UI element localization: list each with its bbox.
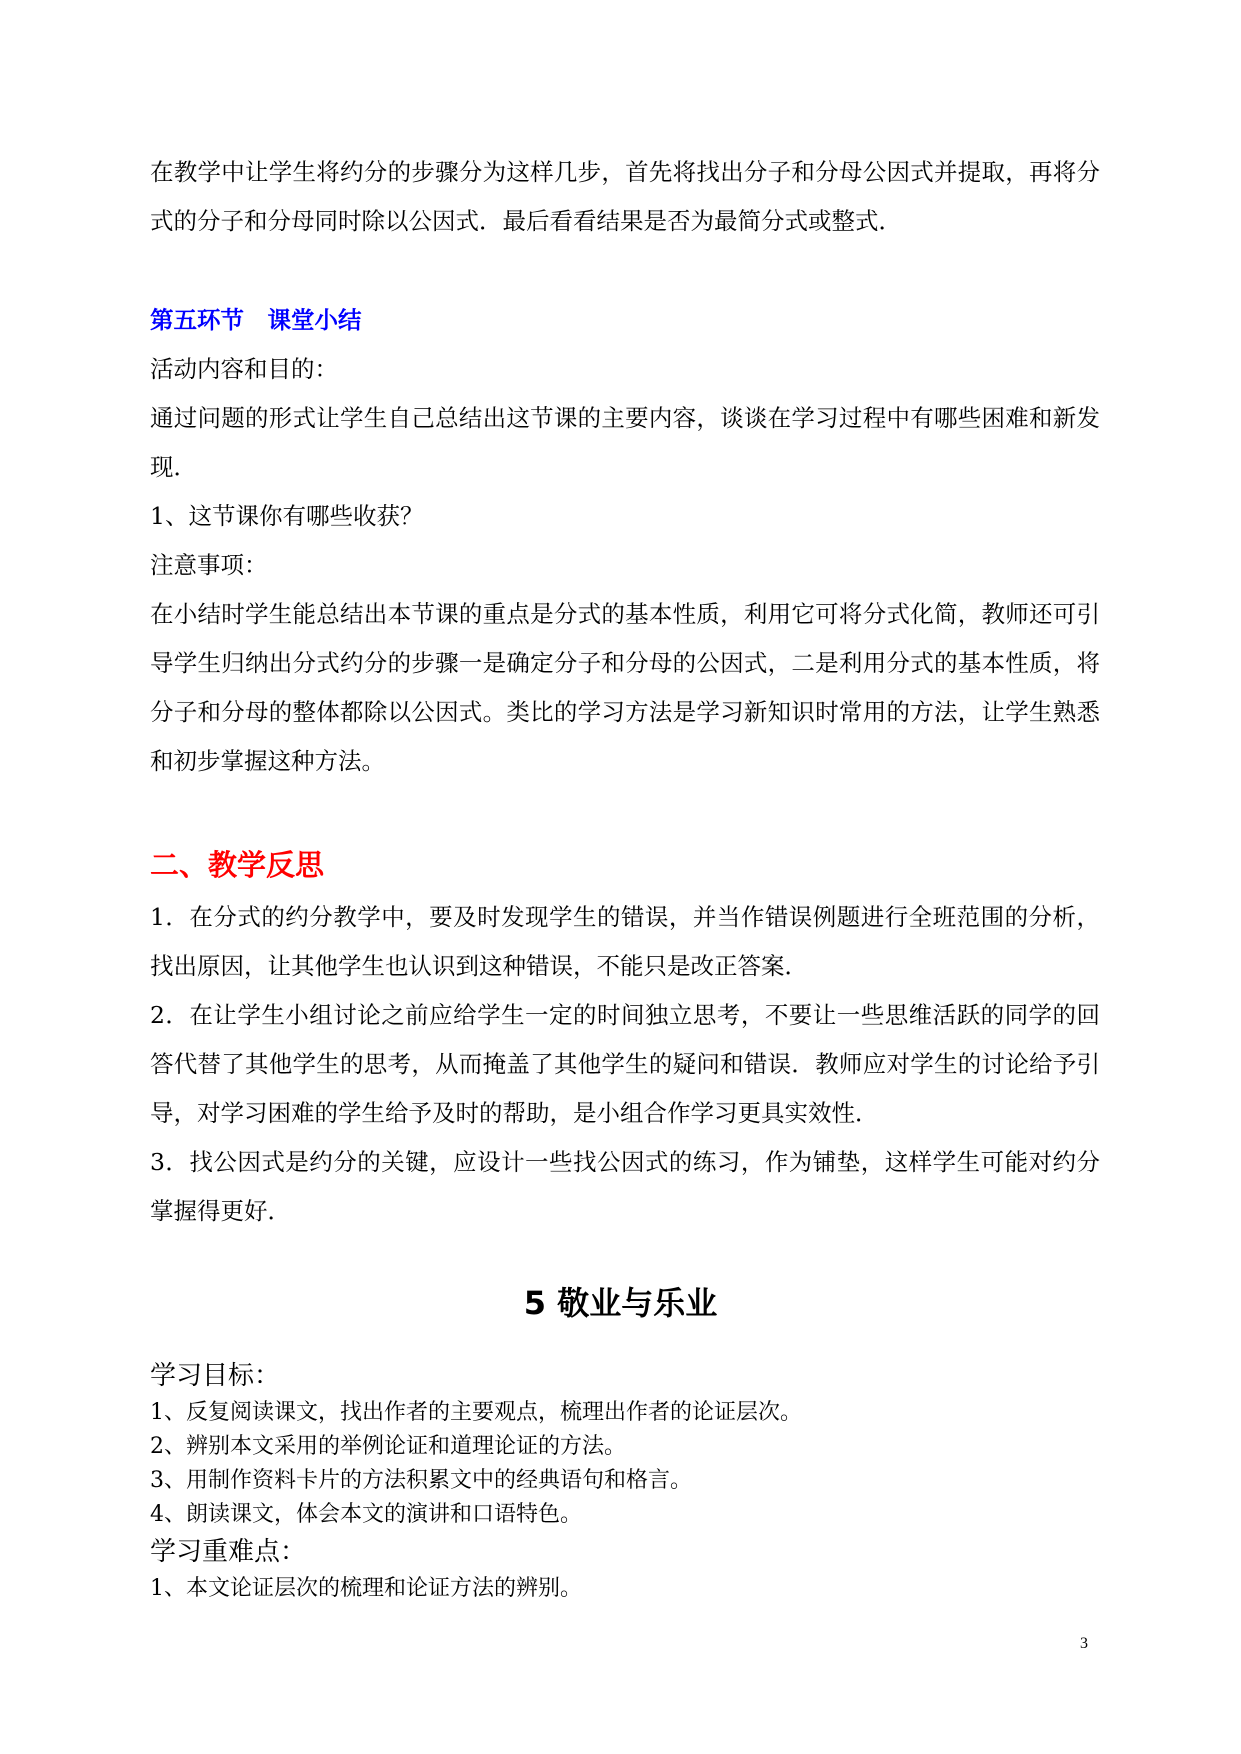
goals-heading: 学习目标： bbox=[150, 1361, 281, 1391]
reflection-item: 3．找公因式是约分的关键，应设计一些找公因式的练习，作为铺垫，这样学生可能对约分掌握得更好． bbox=[150, 1148, 1100, 1225]
summary-line: 活动内容和目的： bbox=[150, 355, 338, 383]
lesson-goals-block bbox=[150, 1356, 1100, 1606]
goal-item: 1、反复阅读课文，找出作者的主要观点，梳理出作者的论证层次。 bbox=[150, 1400, 802, 1425]
goal-item: 3、用制作资料卡片的方法积累文中的经典语句和格言。 bbox=[150, 1468, 692, 1493]
reflection-item: 1．在分式的约分教学中，要及时发现学生的错误，并当作错误例题进行全班范围的分析，找出原因，让其他学生也认识到这种错误，不能只是改正答案． bbox=[150, 903, 1100, 980]
summary-line: 1、这节课你有哪些收获？ bbox=[150, 502, 424, 530]
reflection-item: 2．在让学生小组讨论之前应给学生一定的时间独立思考，不要让一些思维活跃的同学的回答代替了其他学生的思考，从而掩盖了其他学生的疑问和错误．教师应对学生的讨论给予引导，对学习困难的学生给予及时的帮助，是小组合作学习更具实效性． bbox=[150, 1001, 1100, 1127]
summary-line: 通过问题的形式让学生自己总结出这节课的主要内容，谈谈在学习过程中有哪些困难和新发现． bbox=[150, 404, 1100, 481]
reflection-section-body bbox=[150, 893, 1100, 1236]
lesson-title: 5 敬业与乐业 bbox=[523, 1284, 718, 1322]
key-point-item: 1、本文论证层次的梳理和论证方法的辨别。 bbox=[150, 1576, 582, 1601]
page-number: 3 bbox=[1080, 1635, 1088, 1652]
reflection-section-heading: 二、教学反思 bbox=[150, 848, 325, 882]
intro-paragraph: 在教学中让学生将约分的步骤分为这样几步，首先将找出分子和分母公因式并提取，再将分式的分子和分母同时除以公因式．最后看看结果是否为最简分式或整式． bbox=[150, 158, 1100, 235]
goal-item: 4、朗读课文，体会本文的演讲和口语特色。 bbox=[150, 1502, 582, 1527]
summary-line: 在小结时学生能总结出本节课的重点是分式的基本性质，利用它可将分式化简，教师还可引导学生归纳出分式约分的步骤一是确定分子和分母的公因式，二是利用分式的基本性质，将分子和分母的整体都除以公因式。类比的学习方法是学习新知识时常用的方法，让学生熟悉和初步掌握这种方法。 bbox=[150, 600, 1100, 775]
summary-section-heading: 第五环节 课堂小结 bbox=[150, 306, 362, 334]
key-points-heading: 学习重难点： bbox=[150, 1537, 307, 1567]
summary-section-body bbox=[150, 345, 1100, 786]
intro-block bbox=[150, 148, 1100, 246]
goal-item: 2、辨别本文采用的举例论证和道理论证的方法。 bbox=[150, 1434, 626, 1459]
summary-line: 注意事项： bbox=[150, 551, 268, 579]
